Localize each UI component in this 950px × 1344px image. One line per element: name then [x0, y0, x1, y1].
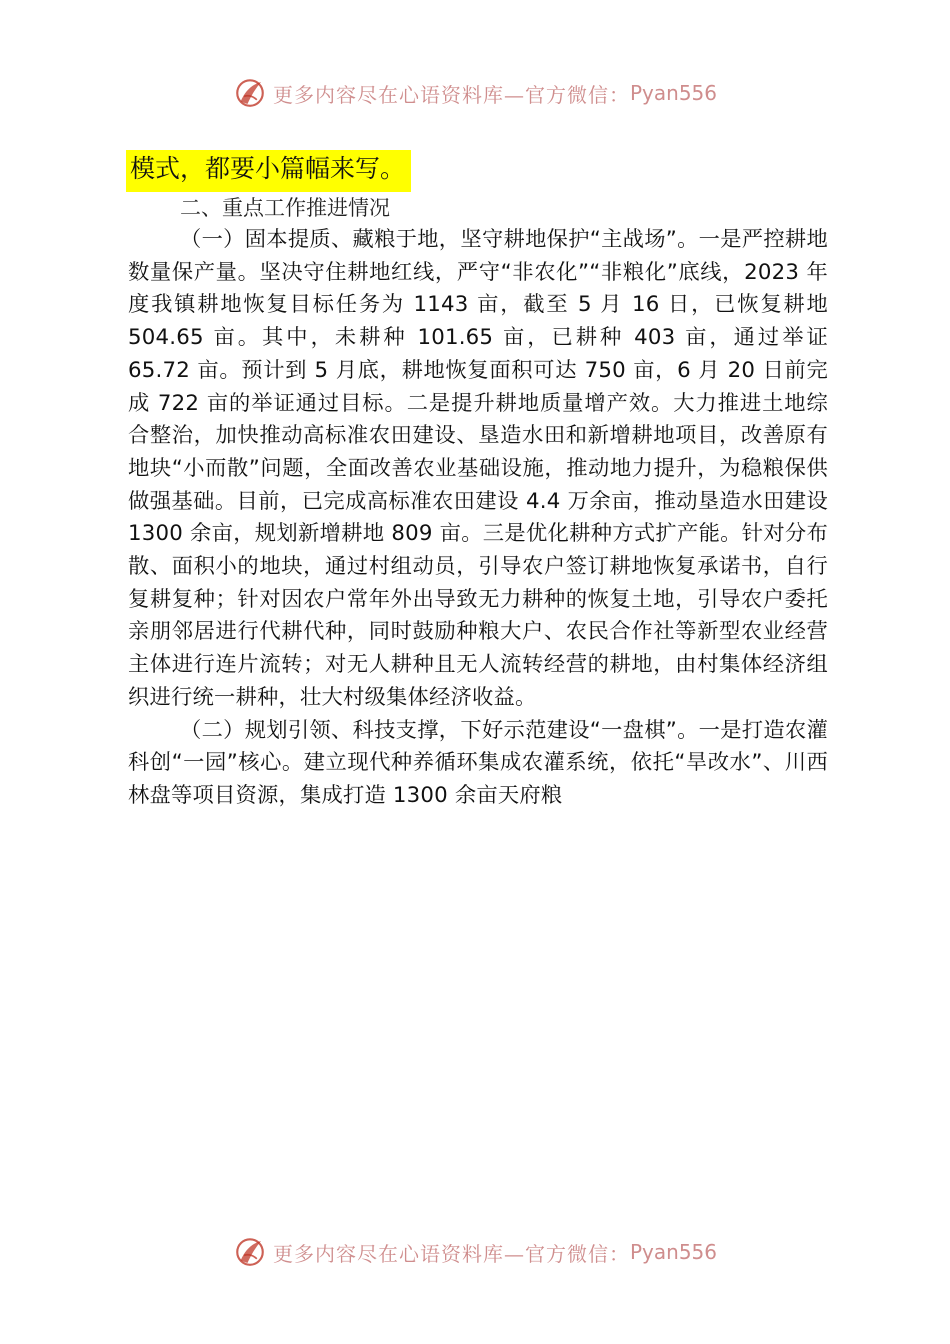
watermark-header	[0, 73, 950, 113]
brand-logo-icon	[233, 1235, 267, 1269]
document-body	[128, 150, 828, 813]
watermark-text: 更多内容尽在心语资料库—官方微信：	[272, 1241, 630, 1266]
section-heading: 二、重点工作推进情况	[180, 196, 390, 220]
paragraph-1: （一）固本提质、藏粮于地，坚守耕地保护“主战场”。一是严控耕地数量保产量。坚决守住耕地红线，严守“非农化”“非粮化”底线，2023 年度我镇耕地恢复目标任务为 1143 亩，截至 5 月 16 日，已恢复耕地 504.65 亩。其中，未耕种 101.65 亩，已耕种 403 亩，通过举证 65.72 亩。预计到 5 月底，耕地恢复面积可达 750 亩，6 月 20 日前完成 722 亩的举证通过目标。二是提升耕地质量增产效。大力推进土地综合整治，加快推动高标准农田建设、垦造水田和新增耕地项目，改善原有地块“小而散”问题，全面改善农业基础设施，推动地力提升，为稳粮保供做强基础。目前，已完成高标准农田建设 4.4 万余亩，推动垦造水田建设 1300 余亩，规划新增耕地 809 亩。三是优化耕种方式扩产能。针对分布散、面积小的地块，通过村组动员，引导农户签订耕地恢复承诺书，自行复耕复种；针对因农户常年外出导致无力耕种的恢复土地，引导农户委托亲朋邻居进行代耕代种，同时鼓励种粮大户、农民合作社等新型农业经营主体进行连片流转；对无人耕种且无人流转经营的耕地，由村集体经济组织进行统一耕种，壮大村级集体经济收益。	[128, 227, 828, 710]
watermark-id: Pyan556	[629, 81, 717, 105]
brand-logo-icon	[233, 76, 267, 110]
watermark-text: 更多内容尽在心语资料库—官方微信：	[272, 82, 630, 107]
watermark-footer	[0, 1232, 950, 1272]
paragraph-2: （二）规划引领、科技支撑，下好示范建设“一盘棋”。一是打造农灌科创“一园”核心。建立现代种养循环集成农灌系统，依托“旱改水”、川西林盘等项目资源，集成打造 1300 余亩天府粮	[128, 717, 828, 808]
watermark-id: Pyan556	[629, 1240, 717, 1264]
highlighted-text: 模式，都要小篇幅来写。	[126, 150, 411, 192]
